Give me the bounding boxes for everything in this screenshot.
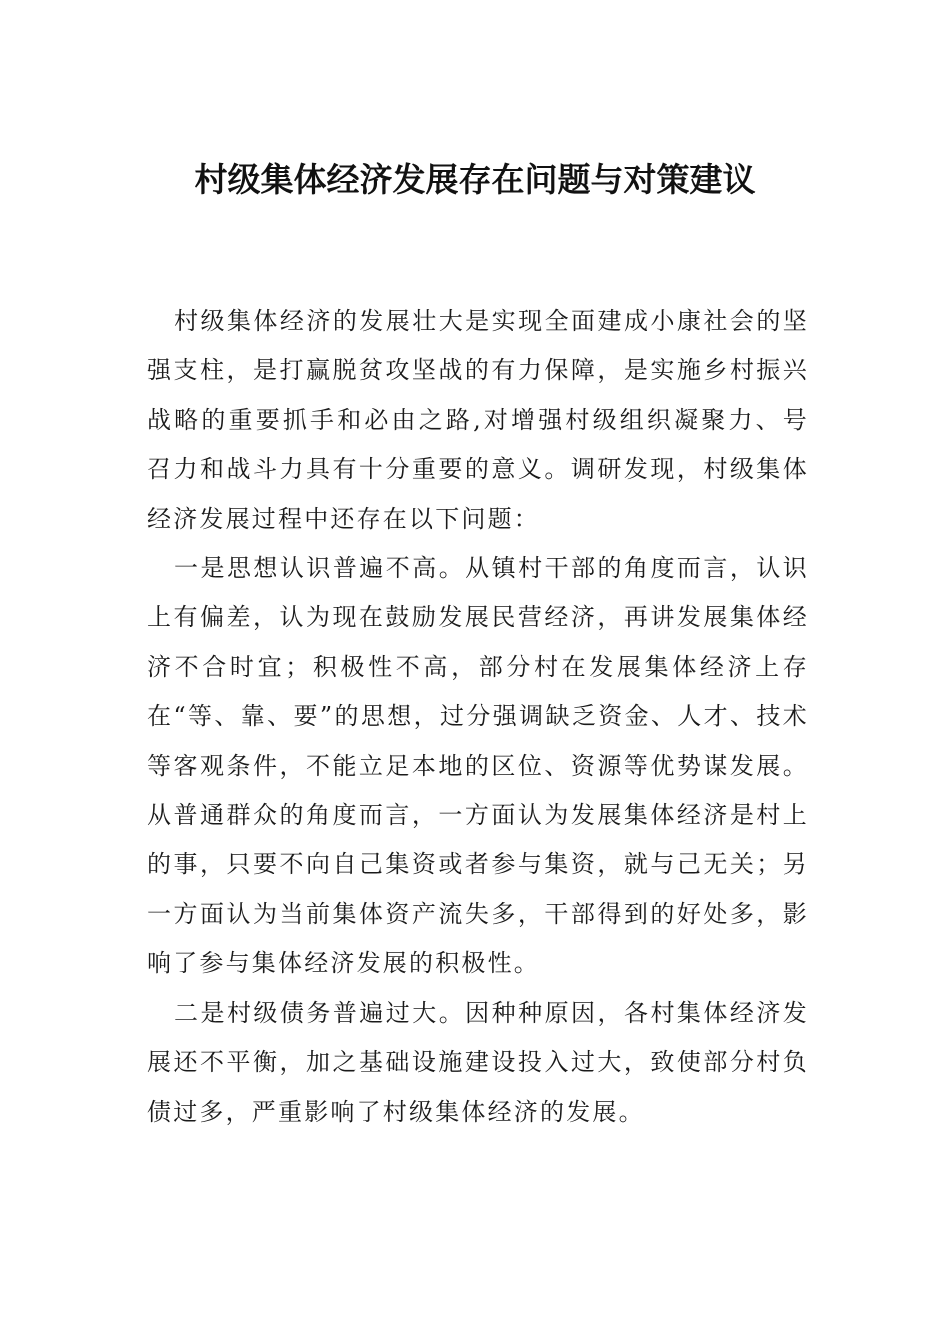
document-title: 村级集体经济发展存在问题与对策建议 xyxy=(194,160,756,199)
document-body xyxy=(147,297,809,1137)
paragraph-issue-one: 一是思想认识普遍不高。从镇村干部的角度而言，认识上有偏差，认为现在鼓励发展民营经济，再讲发展集体经济不合时宜；积极性不高，部分村在发展集体经济上存在“等、靠、要”的思想，过分强调缺乏资金、人才、技术等客观条件，不能立足本地的区位、资源等优势谋发展。从普通群众的角度而言，一方面认为发展集体经济是村上的事，只要不向自己集资或者参与集资，就与己无关；另一方面认为当前集体资产流失多，干部得到的好处多，影响了参与集体经济发展的积极性。 xyxy=(147,554,809,978)
paragraph-intro: 村级集体经济的发展壮大是实现全面建成小康社会的坚强支柱，是打赢脱贫攻坚战的有力保障，是实施乡村振兴战略的重要抓手和必由之路,对增强村级组织凝聚力、号召力和战斗力具有十分重要的意义。调研发现，村级集体经济发展过程中还存在以下问题： xyxy=(147,307,809,533)
paragraph-issue-two: 二是村级债务普遍过大。因种种原因，各村集体经济发展还不平衡，加之基础设施建设投入过大，致使部分村负债过多，严重影响了村级集体经济的发展。 xyxy=(147,998,809,1126)
